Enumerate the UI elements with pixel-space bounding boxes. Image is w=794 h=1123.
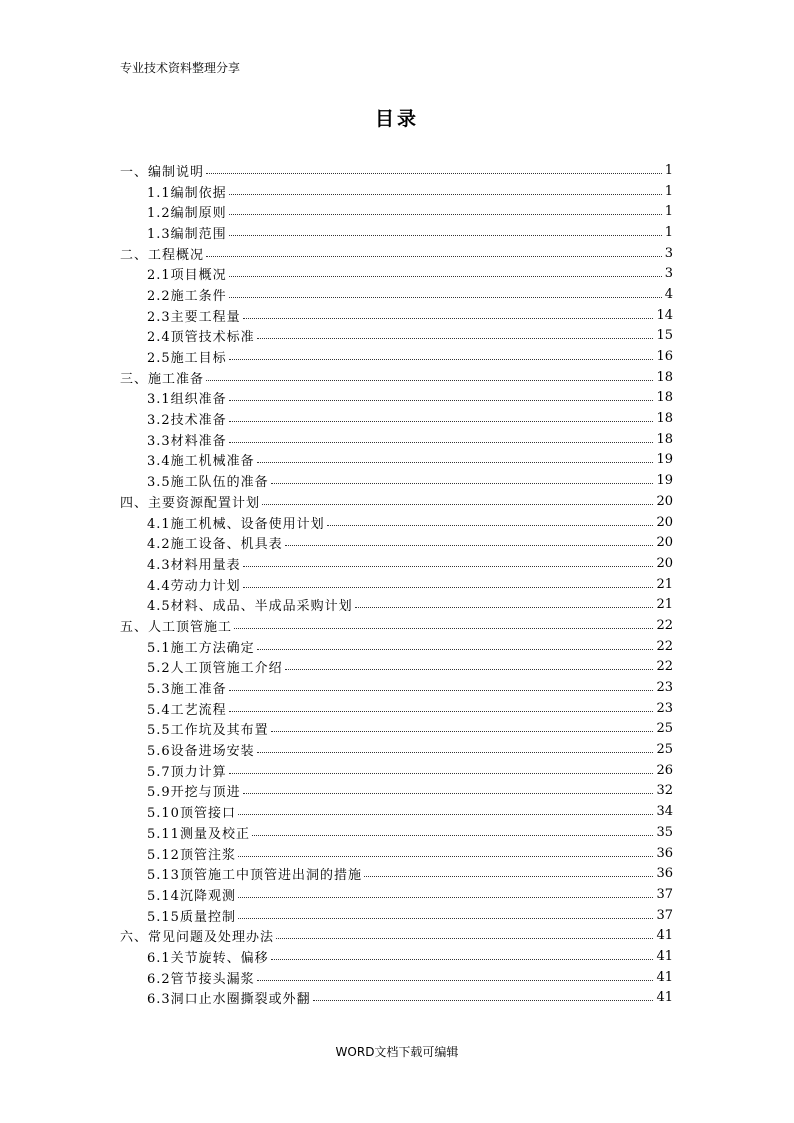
toc-entry[interactable] — [120, 615, 673, 636]
toc-entry-label: 5.11测量及校正 — [147, 826, 250, 842]
toc-leader-dots — [327, 525, 654, 526]
table-of-contents — [120, 160, 673, 1008]
toc-page-number: 41 — [656, 948, 673, 964]
toc-leader-dots — [285, 545, 654, 546]
toc-entry-label: 3.3材料准备 — [147, 433, 227, 449]
toc-leader-dots — [257, 752, 654, 753]
toc-subentry[interactable] — [120, 988, 673, 1009]
toc-entry[interactable] — [120, 160, 673, 181]
toc-subentry[interactable] — [120, 905, 673, 926]
toc-entry-label: 5.12顶管注浆 — [147, 847, 236, 863]
toc-subentry[interactable] — [120, 657, 673, 678]
toc-leader-dots — [229, 421, 654, 422]
toc-page-number: 25 — [656, 742, 673, 758]
toc-leader-dots — [229, 442, 654, 443]
toc-page-number: 35 — [656, 824, 673, 840]
toc-leader-dots — [313, 1000, 654, 1001]
toc-page-number: 21 — [656, 576, 673, 592]
toc-subentry[interactable] — [120, 388, 673, 409]
toc-entry[interactable] — [120, 925, 673, 946]
toc-leader-dots — [243, 318, 654, 319]
toc-page-number: 32 — [656, 783, 673, 799]
toc-page-number: 15 — [656, 328, 673, 344]
toc-entry-label: 4.3材料用量表 — [147, 557, 241, 573]
toc-page-number: 1 — [664, 162, 673, 178]
toc-entry-label: 5.1施工方法确定 — [147, 640, 255, 656]
toc-subentry[interactable] — [120, 594, 673, 615]
toc-subentry[interactable] — [120, 781, 673, 802]
toc-subentry[interactable] — [120, 181, 673, 202]
toc-subentry[interactable] — [120, 346, 673, 367]
toc-subentry[interactable] — [120, 305, 673, 326]
toc-page-number: 19 — [656, 452, 673, 468]
toc-subentry[interactable] — [120, 884, 673, 905]
toc-subentry[interactable] — [120, 739, 673, 760]
toc-page-number: 41 — [656, 990, 673, 1006]
toc-subentry[interactable] — [120, 408, 673, 429]
toc-entry-label: 2.3主要工程量 — [147, 309, 241, 325]
toc-entry[interactable] — [120, 367, 673, 388]
toc-subentry[interactable] — [120, 574, 673, 595]
toc-leader-dots — [238, 897, 654, 898]
toc-leader-dots — [262, 504, 653, 505]
toc-entry-label: 5.5工作坑及其布置 — [147, 723, 269, 739]
toc-entry-label: 5.14沉降观测 — [147, 888, 236, 904]
toc-leader-dots — [285, 669, 654, 670]
toc-entry-label: 4.4劳动力计划 — [147, 578, 241, 594]
toc-subentry[interactable] — [120, 801, 673, 822]
toc-leader-dots — [229, 194, 662, 195]
toc-leader-dots — [229, 359, 654, 360]
toc-entry-label: 五、人工顶管施工 — [120, 619, 233, 635]
toc-page-number: 41 — [656, 928, 673, 944]
toc-entry-label: 5.7顶力计算 — [147, 764, 227, 780]
toc-leader-dots — [229, 214, 662, 215]
toc-subentry[interactable] — [120, 512, 673, 533]
toc-page-number: 1 — [664, 183, 673, 199]
toc-leader-dots — [271, 959, 654, 960]
toc-page-number: 22 — [656, 617, 673, 633]
toc-page-number: 37 — [656, 907, 673, 923]
toc-page-number: 18 — [656, 411, 673, 427]
toc-subentry[interactable] — [120, 677, 673, 698]
toc-leader-dots — [238, 814, 654, 815]
toc-entry-label: 2.5施工目标 — [147, 351, 227, 367]
toc-entry-label: 6.3洞口止水圈撕裂或外翻 — [147, 992, 311, 1008]
toc-entry-label: 5.15质量控制 — [147, 909, 236, 925]
toc-page-number: 16 — [656, 349, 673, 365]
toc-leader-dots — [229, 297, 662, 298]
toc-page-number: 22 — [656, 659, 673, 675]
toc-entry-label: 5.9开挖与顶进 — [147, 785, 241, 801]
toc-page-number: 34 — [656, 804, 673, 820]
toc-page-number: 20 — [656, 493, 673, 509]
toc-leader-dots — [364, 876, 654, 877]
toc-leader-dots — [238, 856, 654, 857]
toc-leader-dots — [234, 628, 653, 629]
toc-entry-label: 5.2人工顶管施工介绍 — [147, 661, 283, 677]
toc-page-number: 37 — [656, 886, 673, 902]
toc-entry-label: 3.2技术准备 — [147, 413, 227, 429]
toc-page-number: 14 — [656, 307, 673, 323]
toc-page-number: 3 — [664, 245, 673, 261]
toc-entry-label: 5.13顶管施工中顶管进出洞的措施 — [147, 868, 362, 884]
toc-entry-label: 四、主要资源配置计划 — [120, 495, 261, 511]
toc-subentry[interactable] — [120, 863, 673, 884]
toc-leader-dots — [271, 483, 654, 484]
toc-subentry[interactable] — [120, 822, 673, 843]
toc-subentry[interactable] — [120, 326, 673, 347]
toc-leader-dots — [238, 918, 654, 919]
page-footer: WORD文档下载可编辑 — [335, 1045, 459, 1059]
toc-entry-label: 1.1编制依据 — [147, 185, 227, 201]
toc-entry-label: 1.3编制范围 — [147, 226, 227, 242]
toc-page-number: 22 — [656, 638, 673, 654]
toc-entry-label: 二、工程概况 — [120, 247, 205, 263]
toc-entry-label: 4.2施工设备、机具表 — [147, 537, 283, 553]
toc-entry-label: 4.5材料、成品、半成品采购计划 — [147, 599, 353, 615]
toc-entry-label: 2.1项目概况 — [147, 268, 227, 284]
toc-leader-dots — [257, 649, 654, 650]
toc-leader-dots — [243, 566, 654, 567]
toc-leader-dots — [206, 380, 653, 381]
toc-subentry[interactable] — [120, 636, 673, 657]
toc-page-number: 4 — [664, 286, 673, 302]
toc-entry-label: 5.6设备进场安装 — [147, 744, 255, 760]
toc-subentry[interactable] — [120, 760, 673, 781]
toc-page-number: 19 — [656, 473, 673, 489]
toc-leader-dots — [229, 773, 654, 774]
toc-leader-dots — [229, 711, 654, 712]
toc-subentry[interactable] — [120, 201, 673, 222]
toc-leader-dots — [206, 256, 662, 257]
toc-leader-dots — [229, 690, 654, 691]
toc-entry-label: 3.5施工队伍的准备 — [147, 475, 269, 491]
toc-subentry[interactable] — [120, 719, 673, 740]
toc-leader-dots — [229, 235, 662, 236]
toc-page-number: 23 — [656, 700, 673, 716]
toc-leader-dots — [229, 400, 654, 401]
toc-subentry[interactable] — [120, 698, 673, 719]
toc-page-number: 1 — [664, 224, 673, 240]
toc-subentry[interactable] — [120, 450, 673, 471]
toc-subentry[interactable] — [120, 532, 673, 553]
toc-entry-label: 1.2编制原则 — [147, 206, 227, 222]
toc-page-number: 20 — [656, 535, 673, 551]
toc-title: 目录 — [374, 108, 419, 130]
toc-entry-label: 6.2管节接头漏浆 — [147, 971, 255, 987]
toc-entry-label: 5.3施工准备 — [147, 682, 227, 698]
toc-entry-label: 三、施工准备 — [120, 371, 205, 387]
toc-leader-dots — [271, 731, 654, 732]
toc-entry-label: 2.2施工条件 — [147, 288, 227, 304]
toc-subentry[interactable] — [120, 284, 673, 305]
toc-leader-dots — [243, 793, 654, 794]
toc-subentry[interactable] — [120, 946, 673, 967]
toc-entry-label: 3.4施工机械准备 — [147, 454, 255, 470]
toc-page-number: 36 — [656, 866, 673, 882]
toc-page-number: 18 — [656, 390, 673, 406]
toc-leader-dots — [257, 980, 654, 981]
toc-page-number: 18 — [656, 369, 673, 385]
toc-entry-label: 六、常见问题及处理办法 — [120, 930, 275, 946]
toc-leader-dots — [276, 938, 653, 939]
toc-page-number: 26 — [656, 762, 673, 778]
toc-leader-dots — [206, 173, 662, 174]
toc-subentry[interactable] — [120, 429, 673, 450]
toc-page-number: 21 — [656, 597, 673, 613]
toc-leader-dots — [355, 607, 654, 608]
toc-leader-dots — [229, 276, 662, 277]
page-header: 专业技术资料整理分享 — [120, 61, 241, 75]
toc-page-number: 41 — [656, 969, 673, 985]
toc-leader-dots — [243, 587, 654, 588]
toc-leader-dots — [257, 462, 654, 463]
toc-page-number: 25 — [656, 721, 673, 737]
toc-subentry[interactable] — [120, 843, 673, 864]
toc-subentry[interactable] — [120, 263, 673, 284]
toc-subentry[interactable] — [120, 553, 673, 574]
toc-page-number: 20 — [656, 555, 673, 571]
toc-page-number: 36 — [656, 845, 673, 861]
toc-subentry[interactable] — [120, 470, 673, 491]
toc-entry-label: 4.1施工机械、设备使用计划 — [147, 516, 325, 532]
toc-leader-dots — [252, 835, 654, 836]
toc-subentry[interactable] — [120, 967, 673, 988]
toc-entry-label: 一、编制说明 — [120, 164, 205, 180]
toc-page-number: 18 — [656, 431, 673, 447]
toc-entry-label: 6.1关节旋转、偏移 — [147, 950, 269, 966]
toc-entry-label: 5.4工艺流程 — [147, 702, 227, 718]
toc-leader-dots — [257, 338, 654, 339]
toc-entry[interactable] — [120, 243, 673, 264]
toc-page-number: 1 — [664, 204, 673, 220]
toc-entry-label: 2.4顶管技术标准 — [147, 330, 255, 346]
toc-entry[interactable] — [120, 491, 673, 512]
toc-subentry[interactable] — [120, 222, 673, 243]
toc-page-number: 3 — [664, 266, 673, 282]
toc-page-number: 20 — [656, 514, 673, 530]
toc-entry-label: 5.10顶管接口 — [147, 806, 236, 822]
toc-page-number: 23 — [656, 680, 673, 696]
toc-entry-label: 3.1组织准备 — [147, 392, 227, 408]
